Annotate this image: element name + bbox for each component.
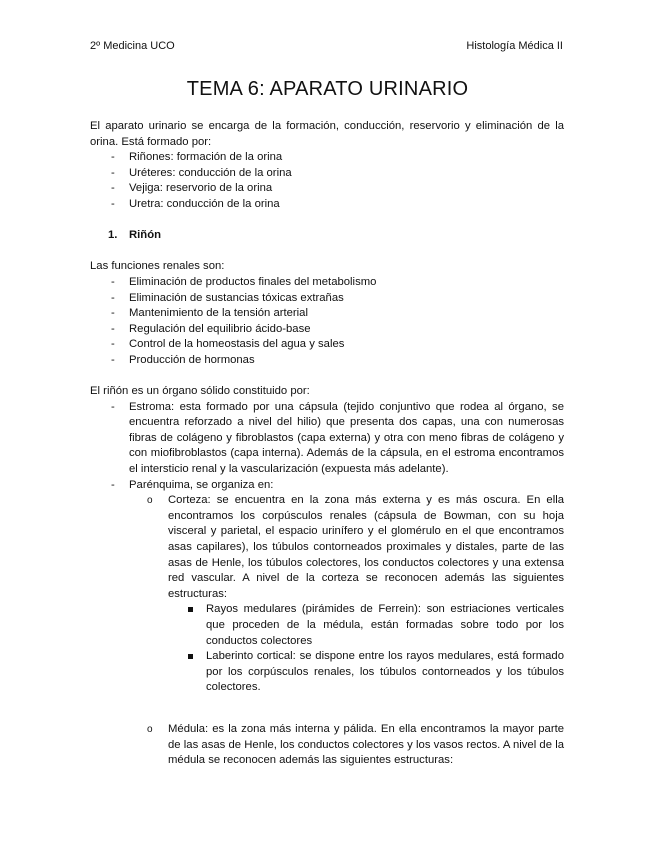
structure-list — [90, 400, 564, 494]
list-item: - Eliminación de sustancias tóxicas extrañas — [90, 291, 564, 307]
list-item: - Regulación del equilibrio ácido-base — [90, 322, 564, 338]
list-item: - Vejiga: reservorio de la orina — [90, 181, 564, 197]
list-item: - Producción de hormonas — [90, 353, 564, 369]
estroma-item: - Estroma: esta formado por una cápsula (tejido conjuntivo que rodea al órgano, se encuentra reforzado a nivel del hilio) que presenta dos capas, una con numerosas fibras de colágeno y fibroblastos (capa externa) y otra con meno fibras de colágeno y con miofibroblastos (capa interna). Además de la cápsula, en el estroma encontramos el intersticio renal y la vascularización (expuesta más adelante). — [90, 400, 564, 478]
medula-item: o Médula: es la zona más interna y pálida. En ella encontramos la mayor parte de las asas de Henle, los conductos colectores y los vasos rectos. A nivel de la médula se reconocen además las siguientes estructuras: — [90, 722, 564, 769]
list-item: - Riñones: formación de la orina — [90, 150, 564, 166]
list-item: - Eliminación de productos finales del metabolismo — [90, 275, 564, 291]
section-title: Riñón — [129, 229, 161, 242]
functions-intro: Las funciones renales son: — [90, 260, 225, 273]
section-number: 1. — [108, 229, 118, 242]
header-subject: Histología Médica II — [466, 40, 563, 52]
structure-intro: El riñón es un órgano sólido constituido por: — [90, 385, 310, 398]
list-item: - Control de la homeostasis del agua y sales — [90, 337, 564, 353]
header-course: 2º Medicina UCO — [90, 40, 175, 52]
corteza-structures-list — [90, 602, 564, 696]
corteza-item: o Corteza: se encuentra en la zona más externa y es más oscura. En ella encontramos los corpúsculos renales (cápsula de Bowman, con su hoja visceral y parietal, el espacio urinífero y el glomérulo en el que encontramos asas capilares), los túbulos contorneados proximales y distales, parte de las asas de Henle, los túbulos colectores, los conductos colectores y una extensa red vascular. A nivel de la corteza se reconocen además las siguientes estructuras: — [90, 493, 564, 602]
functions-list — [90, 275, 564, 369]
list-item: - Uréteres: conducción de la orina — [90, 166, 564, 182]
list-item: Rayos medulares (pirámides de Ferrein): son estriaciones verticales que proceden de la médula, están formadas sobre todo por los conductos colectores — [90, 602, 564, 649]
parenquima-item — [90, 478, 564, 494]
intro-paragraph: El aparato urinario se encarga de la formación, conducción, reservorio y eliminación de la orina. Está formado por: — [90, 120, 564, 148]
medula-sublist — [90, 722, 564, 769]
document-body — [90, 119, 564, 769]
section-heading — [90, 228, 564, 244]
parenquima-label: Parénquima, se organiza en: — [129, 478, 274, 491]
list-item: - Mantenimiento de la tensión arterial — [90, 306, 564, 322]
parenquima-sublist — [90, 493, 564, 602]
document-title: TEMA 6: APARATO URINARIO — [186, 78, 469, 100]
organs-list — [90, 150, 564, 212]
list-item: - Uretra: conducción de la orina — [90, 197, 564, 213]
list-item: Laberinto cortical: se dispone entre los rayos medulares, está formado por los corpúsculos renales, los túbulos contorneados y los túbulos colectores. — [90, 649, 564, 696]
